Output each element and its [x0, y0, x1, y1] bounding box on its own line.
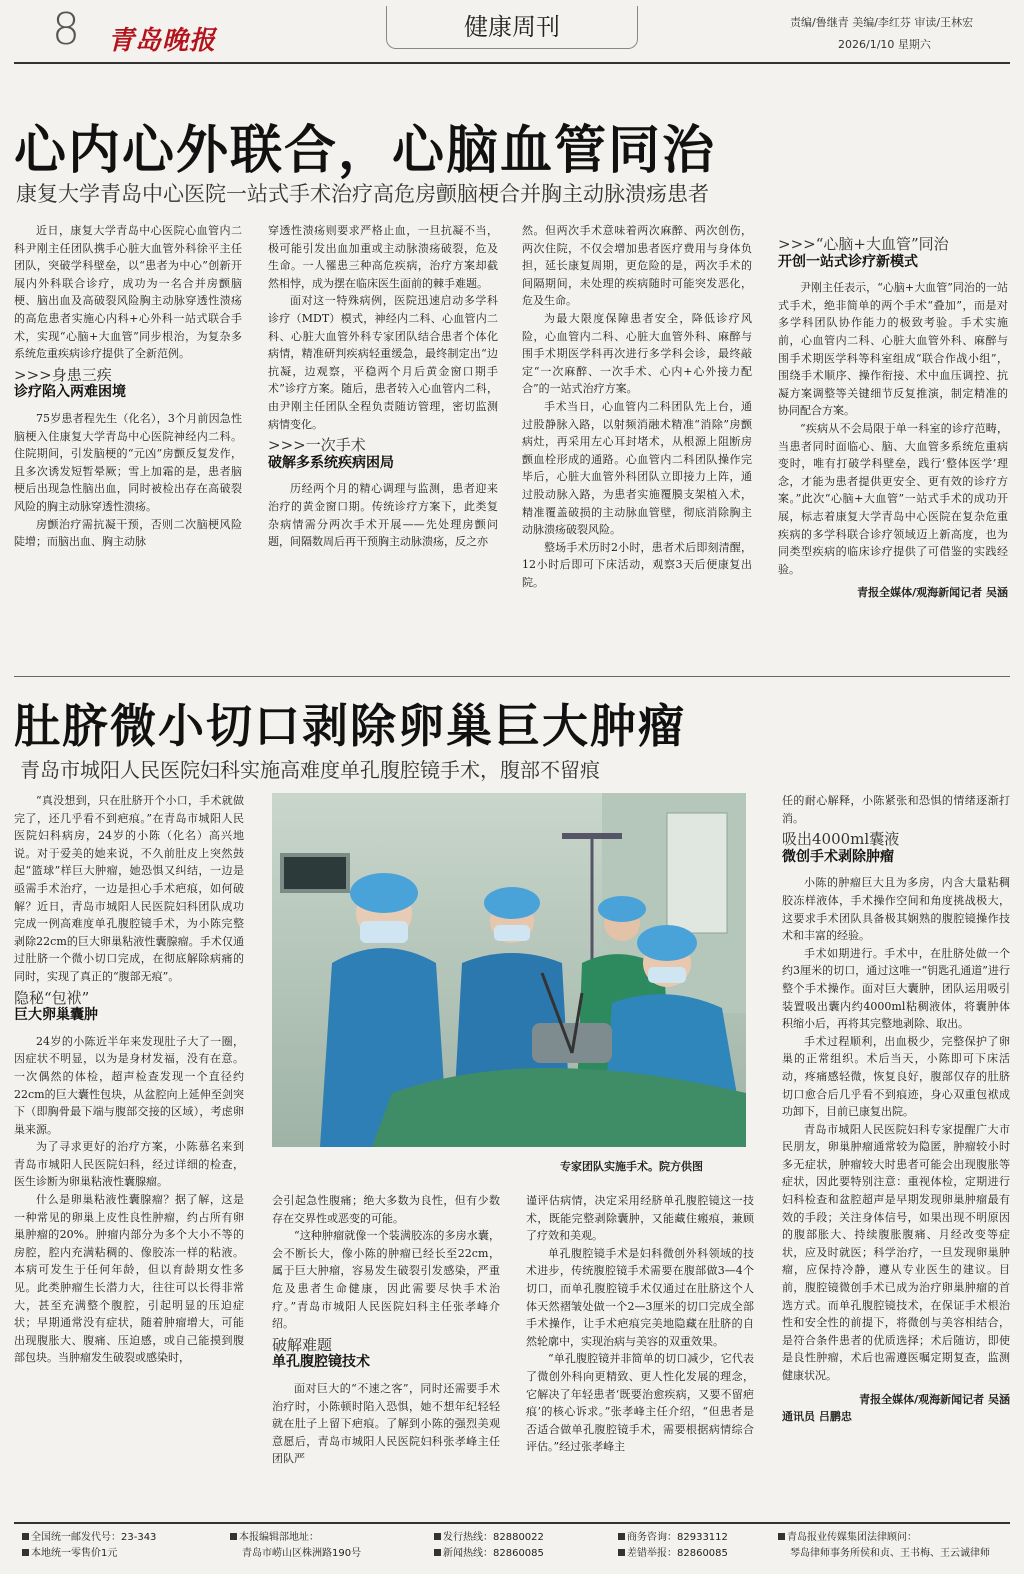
footer	[14, 1522, 1010, 1574]
paragraph: 任的耐心解释，小陈紧张和恐惧的情绪逐渐打消。	[782, 794, 1010, 825]
section-tag: >>>身患三疾	[14, 365, 112, 384]
byline: 青报全媒体/观海新闻记者 吴涵	[857, 586, 1008, 600]
article1-column-3	[522, 222, 752, 591]
section-heading: 诊疗陷入两难困境	[14, 384, 126, 401]
footer-cell	[434, 1546, 544, 1562]
paragraph: 房颤治疗需抗凝干预，否则二次脑梗风险陡增；而脑出血、胸主动脉	[14, 517, 242, 549]
paragraph: 会引起急性腹痛；绝大多数为良性，但有少数存在交界性或恶变的可能。	[272, 1194, 500, 1225]
footer-text: 全国统一邮发代号：23-343	[31, 1532, 157, 1543]
paragraph: 手术过程顺利，出血极少，完整保护了卵巢的正常组织。术后当天，小陈即可下床活动，疼痛感轻微，恢复良好，腹部仅存的肚脐切口愈合后几乎看不到痕迹，身心双重包袱成功卸下，目前已康复出院。	[782, 1034, 1010, 1119]
section-heading: 开创一站式诊疗新模式	[778, 253, 918, 270]
section-title: 健康周刊	[386, 6, 638, 49]
section-tag: 隐秘“包袱”	[14, 988, 90, 1007]
article1-subtitle: 康复大学青岛中心医院一站式手术治疗高危房颤脑梗合并胸主动脉溃疡患者	[16, 182, 709, 206]
paragraph: 面对这一特殊病例，医院迅速启动多学科诊疗（MDT）模式，神经内二科、心血管内二科、心脏大血管外科专家团队结合患者个体化病情，精准研判疾病轻重缓急，最终制定出“边抗凝，边观察，平稳两个月后黄金窗口期手术”诊疗方案。随后，患者转入心血管内二科，由尹刚主任团队全程负责随访管理，密切监测病情变化。	[268, 294, 498, 431]
paragraph: 为了寻求更好的治疗方案，小陈慕名来到青岛市城阳人民医院妇科，经过详细的检查，医生诊断为卵巢粘液性囊腺瘤。	[14, 1140, 244, 1189]
article1-column-1	[14, 222, 242, 551]
paragraph: “这种肿瘤就像一个装满胶冻的多房水囊，会不断长大，像小陈的肿瘤已经长至22cm，属于巨大肿瘤，容易发生破裂引发感染，严重危及患者生命健康，因此需要尽快手术治疗。”青岛市城阳人民医院妇科主任张孝峰介绍。	[272, 1229, 500, 1331]
article2-column-4	[782, 792, 1010, 1426]
paragraph: “疾病从不会局限于单一科室的诊疗范畴，当患者同时面临心、脑、大血管多系统危重病变时，唯有打破学科壁垒，践行‘整体医学’理念，才能为患者提供更安全、更有效的诊疗方案。”此次“心脑+大血管”一站式手术的成功开展，标志着康复大学青岛中心医院在复杂危重疾病的多学科联合诊疗领域迈上新高度，也为同类型疾病的临床诊疗提供了可借鉴的实践经验。	[778, 421, 1008, 576]
section-heading: 微创手术剥除肿瘤	[782, 848, 894, 865]
section-tag: >>>一次手术	[268, 436, 366, 455]
footer-text: 发行热线：82880022	[443, 1532, 544, 1543]
footer-cell	[434, 1530, 544, 1546]
byline: 青报全媒体/观海新闻记者 吴涵	[859, 1392, 1010, 1406]
footer-text: 新闻热线：82860085	[443, 1548, 544, 1559]
paragraph: “单孔腹腔镜并非简单的切口减少，它代表了微创外科向更精致、更人性化发展的理念，它解决了年轻患者‘既要治愈疾病，又要不留疤痕’的核心诉求。”张孝峰主任介绍，“但患者是否适合做单孔腹腔镜手术，需要根据病情综合评估。”经过张孝峰主	[526, 1352, 754, 1454]
paragraph: 穿透性溃疡则要求严格止血，一旦抗凝不当，极可能引发出血加重或主动脉溃疡破裂，危及生命。一人罹患三种高危疾病，治疗方案却截然相悖，成为摆在临床医生面前的棘手难题。	[268, 224, 498, 290]
article2-title: 肚脐微小切口剥除卵巢巨大肿瘤	[14, 699, 686, 753]
footer-cell	[22, 1546, 117, 1562]
paragraph: 青岛市城阳人民医院妇科专家提醒广大市民朋友，卵巢肿瘤通常较为隐匿，肿瘤较小时多无症状，肿瘤较大时患者可能会出现腹胀等症状，因此要特别注意：重视体检，定期进行妇科检查和盆腔超声是早期发现卵巢肿瘤最有效的手段；关注身体信号，如果出现不明原因的腹部胀大、持续腹胀腹痛、月经改变等症状，应及时就医；科学治疗，一旦发现卵巢肿瘤，应保持冷静，遵从专业医生的建议。目前，腹腔镜微创手术已成为治疗卵巢肿瘤的首选方式。而单孔腹腔镜技术，在保证手术根治性和安全性的前提下，将微创与美容相结合，是符合条件患者的优质选择；术后随访，即使是良性肿瘤，术后也需遵医嘱定期复查，监测健康状况。	[782, 1122, 1010, 1382]
footer-text: 青岛报业传媒集团法律顾问：	[787, 1532, 917, 1543]
section-heading: 巨大卵巢囊肿	[14, 1007, 98, 1024]
article1-column-4	[778, 236, 1008, 602]
paragraph: 为最大限度保障患者安全，降低诊疗风险，心血管内二科、心脏大血管外科、麻醉与围手术期医学科再次进行多学科会诊，最终敲定“一次麻醉、一次手术、心内+心外接力配合”的一站式治疗方案。	[522, 311, 752, 396]
footer-text: 青岛市崂山区株洲路190号	[242, 1548, 362, 1559]
footer-cell	[790, 1546, 990, 1562]
footer-cell	[242, 1546, 361, 1562]
article2-column-3	[526, 1192, 754, 1456]
surgery-photo	[272, 793, 746, 1147]
article1-title: 心内心外联合，心脑血管同治	[14, 121, 717, 181]
footer-cell	[618, 1546, 728, 1562]
footer-cell	[22, 1530, 156, 1546]
footer-text: 琴岛律师事务所侯和贞、王书梅、王云诚律师	[790, 1548, 990, 1559]
section-heading: 破解多系统疾病困局	[268, 454, 394, 471]
paragraph: 近日，康复大学青岛中心医院心血管内二科尹刚主任团队携手心脏大血管外科徐平主任团队，突破学科壁垒，以“患者为中心”创新开展内外科联合诊疗，成功为一名合并房颤脑梗、脑出血及高破裂风险胸主动脉穿透性溃疡的高危患者实施心内科+心外科一站式联合手术，实现“心脑+大血管”同步根治，为复杂多系统危重疾病诊疗提供了全新范例。	[14, 224, 242, 361]
paragraph: 小陈的肿瘤巨大且为多房，内含大量粘稠胶冻样液体，手术操作空间和角度挑战极大，这要求手术团队具备极其娴熟的腹腔镜操作技术和丰富的经验。	[782, 876, 1010, 943]
photo-caption: 专家团队实施手术。院方供图	[560, 1160, 703, 1173]
section-tag: >>>“心脑+大血管”同治	[778, 235, 949, 253]
paragraph: 24岁的小陈近半年来发现肚子大了一圈，因症状不明显，以为是身材发福，没有在意。一次偶然的体检，超声检查发现一个直径约22cm的巨大囊性包块，从盆腔向上延伸至剑突下（即胸骨最下端与腹部交接的区域），考虑卵巢来源。	[14, 1034, 244, 1136]
paragraph: 谨评估病情，决定采用经脐单孔腹腔镜这一技术，既能完整剥除囊肿，又能藏住瘢痕，兼顾了疗效和美观。	[526, 1194, 754, 1243]
footer-cell	[618, 1530, 728, 1546]
article2-subtitle: 青岛市城阳人民医院妇科实施高难度单孔腹腔镜手术，腹部不留痕	[20, 758, 600, 782]
footer-cell	[230, 1530, 319, 1546]
article-divider	[14, 676, 1010, 677]
issue-date: 2026/1/10 星期六	[838, 38, 931, 51]
footer-text: 本报编辑部地址：	[239, 1532, 319, 1543]
editors-line: 责编/鲁继青 美编/李红芬 审读/王林宏	[790, 16, 974, 29]
paragraph: 75岁患者程先生（化名），3个月前因急性脑梗入住康复大学青岛中心医院神经内二科。住院期间，引发脑梗的“元凶”房颤反复发作，且多次诱发短暂晕厥；雪上加霜的是，患者脑梗后出现急性脑出血，同时被检出存在高破裂风险的胸主动脉穿透性溃疡。	[14, 411, 242, 513]
page-number: 8	[52, 4, 80, 55]
paragraph: 手术如期进行。手术中，在肚脐处做一个约3厘米的切口，通过这唯一“钥匙孔通道”进行整个手术操作。面对巨大囊肿，团队运用吸引装置吸出囊内约4000ml粘稠液体，将囊肿体积缩小后，再将其完整地剥除、取出。	[782, 946, 1010, 1031]
paragraph: 历经两个月的精心调理与监测，患者迎来治疗的黄金窗口期。传统诊疗方案下，此类复杂病情需分两次手术开展——先处理房颤问题，间隔数周后再干预胸主动脉溃疡，反之亦	[268, 482, 498, 549]
paragraph: 整场手术历时2小时，患者术后即刻清醒，12小时后即可下床活动，观察3天后便康复出院。	[522, 540, 752, 589]
byline: 通讯员 吕鹏忠	[782, 1410, 852, 1424]
footer-cell	[778, 1530, 917, 1546]
paragraph: “真没想到，只在肚脐开个小口，手术就做完了，还几乎看不到疤痕。”在青岛市城阳人民医院妇科病房，24岁的小陈（化名）高兴地说。对于爱美的她来说，不久前肚皮上突然鼓起“篮球”样巨大肿瘤，她恐惧又纠结，一边是亟需手术治疗，一边是担心手术疤痕，如何破解？近日，青岛市城阳人民医院妇科团队成功完成一例高难度单孔腹腔镜手术，为小陈完整剥除22cm的巨大卵巢粘液性囊腺瘤。手术仅通过肚脐一个微小切口完成，在彻底解除病痛的同时，实现了真正的“腹部无痕”。	[14, 794, 244, 983]
paragraph: 面对巨大的“不速之客”，同时还需要手术治疗时，小陈顿时陷入恐惧，她不想年纪轻轻就在肚子上留下疤痕。了解到小陈的强烈美观意愿后，青岛市城阳人民医院妇科张孝峰主任团队严	[272, 1381, 500, 1466]
article2-column-2	[272, 1192, 500, 1468]
paragraph: 单孔腹腔镜手术是妇科微创外科领域的技术进步，传统腹腔镜手术需要在腹部做3—4个切口，而单孔腹腔镜手术仅通过在肚脐这个人体天然褶皱处做一个2—3厘米的切口完成全部手术操作，让手术疤痕完美地隐藏在肚脐的自然轮廓中，实现治病与美容的双重效果。	[526, 1246, 754, 1348]
paragraph: 尹刚主任表示，“心脑+大血管”同治的一站式手术，绝非简单的两个手术“叠加”，而是对多学科团队协作能力的极致考验。手术实施前，心血管内二科、心脏大血管外科、麻醉与围手术期医学科等科室组成“联合作战小组”，围绕手术顺序、操作衔接、术中血压调控、抗凝方案调整等关键细节反复推演，制定精准的协同配合方案。	[778, 281, 1008, 418]
paragraph: 什么是卵巢粘液性囊腺瘤？据了解，这是一种常见的卵巢上皮性良性肿瘤，约占所有卵巢肿瘤的20%。肿瘤内部分为多个大小不等的房腔，腔内充满粘稠的、像胶冻一样的粘液。本病可发生于任何年龄，但以育龄期女性多见。此类肿瘤生长潜力大，往往可以长得非常大，甚至充满整个腹腔，引起明显的压迫症状；早期通常没有症状，随着肿瘤增大，可能出现腹胀大、腹痛、压迫感，或自己能摸到腹部包块。当肿瘤发生破裂或感染时，	[14, 1193, 244, 1365]
surgery-team-illustration	[272, 793, 746, 1147]
header-rule	[14, 62, 1010, 64]
section-tag: 破解难题	[272, 1335, 333, 1354]
newspaper-logo: 青岛晚报	[108, 26, 217, 56]
paragraph: 然。但两次手术意味着两次麻醉、两次创伤，两次住院，不仅会增加患者医疗费用与身体负担，延长康复周期，更危险的是，两次手术的间隔期间，未处理的疾病随时可能突发恶化，危及生命。	[522, 224, 752, 308]
section-heading: 单孔腹腔镜技术	[272, 1354, 370, 1371]
footer-text: 商务咨询：82933112	[627, 1532, 728, 1543]
article2-column-1	[14, 792, 244, 1367]
footer-text: 差错举报：82860085	[627, 1548, 728, 1559]
paragraph: 手术当日，心血管内二科团队先上台，通过股静脉入路，以射频消融术精准“消除”房颤病灶，再采用左心耳封堵术，从根源上阻断房颤血栓形成的通路。心血管内二科团队操作完毕后，心脏大血管外科团队立即接力上阵，通过股动脉入路，为患者实施覆膜支架植入术，精准覆盖破损的主动脉血管壁，彻底消除胸主动脉溃疡破裂风险。	[522, 399, 752, 537]
footer-text: 本地统一零售价1元	[31, 1548, 118, 1559]
article1-column-2	[268, 222, 498, 551]
section-tag: 吸出4000ml囊液	[782, 830, 900, 849]
